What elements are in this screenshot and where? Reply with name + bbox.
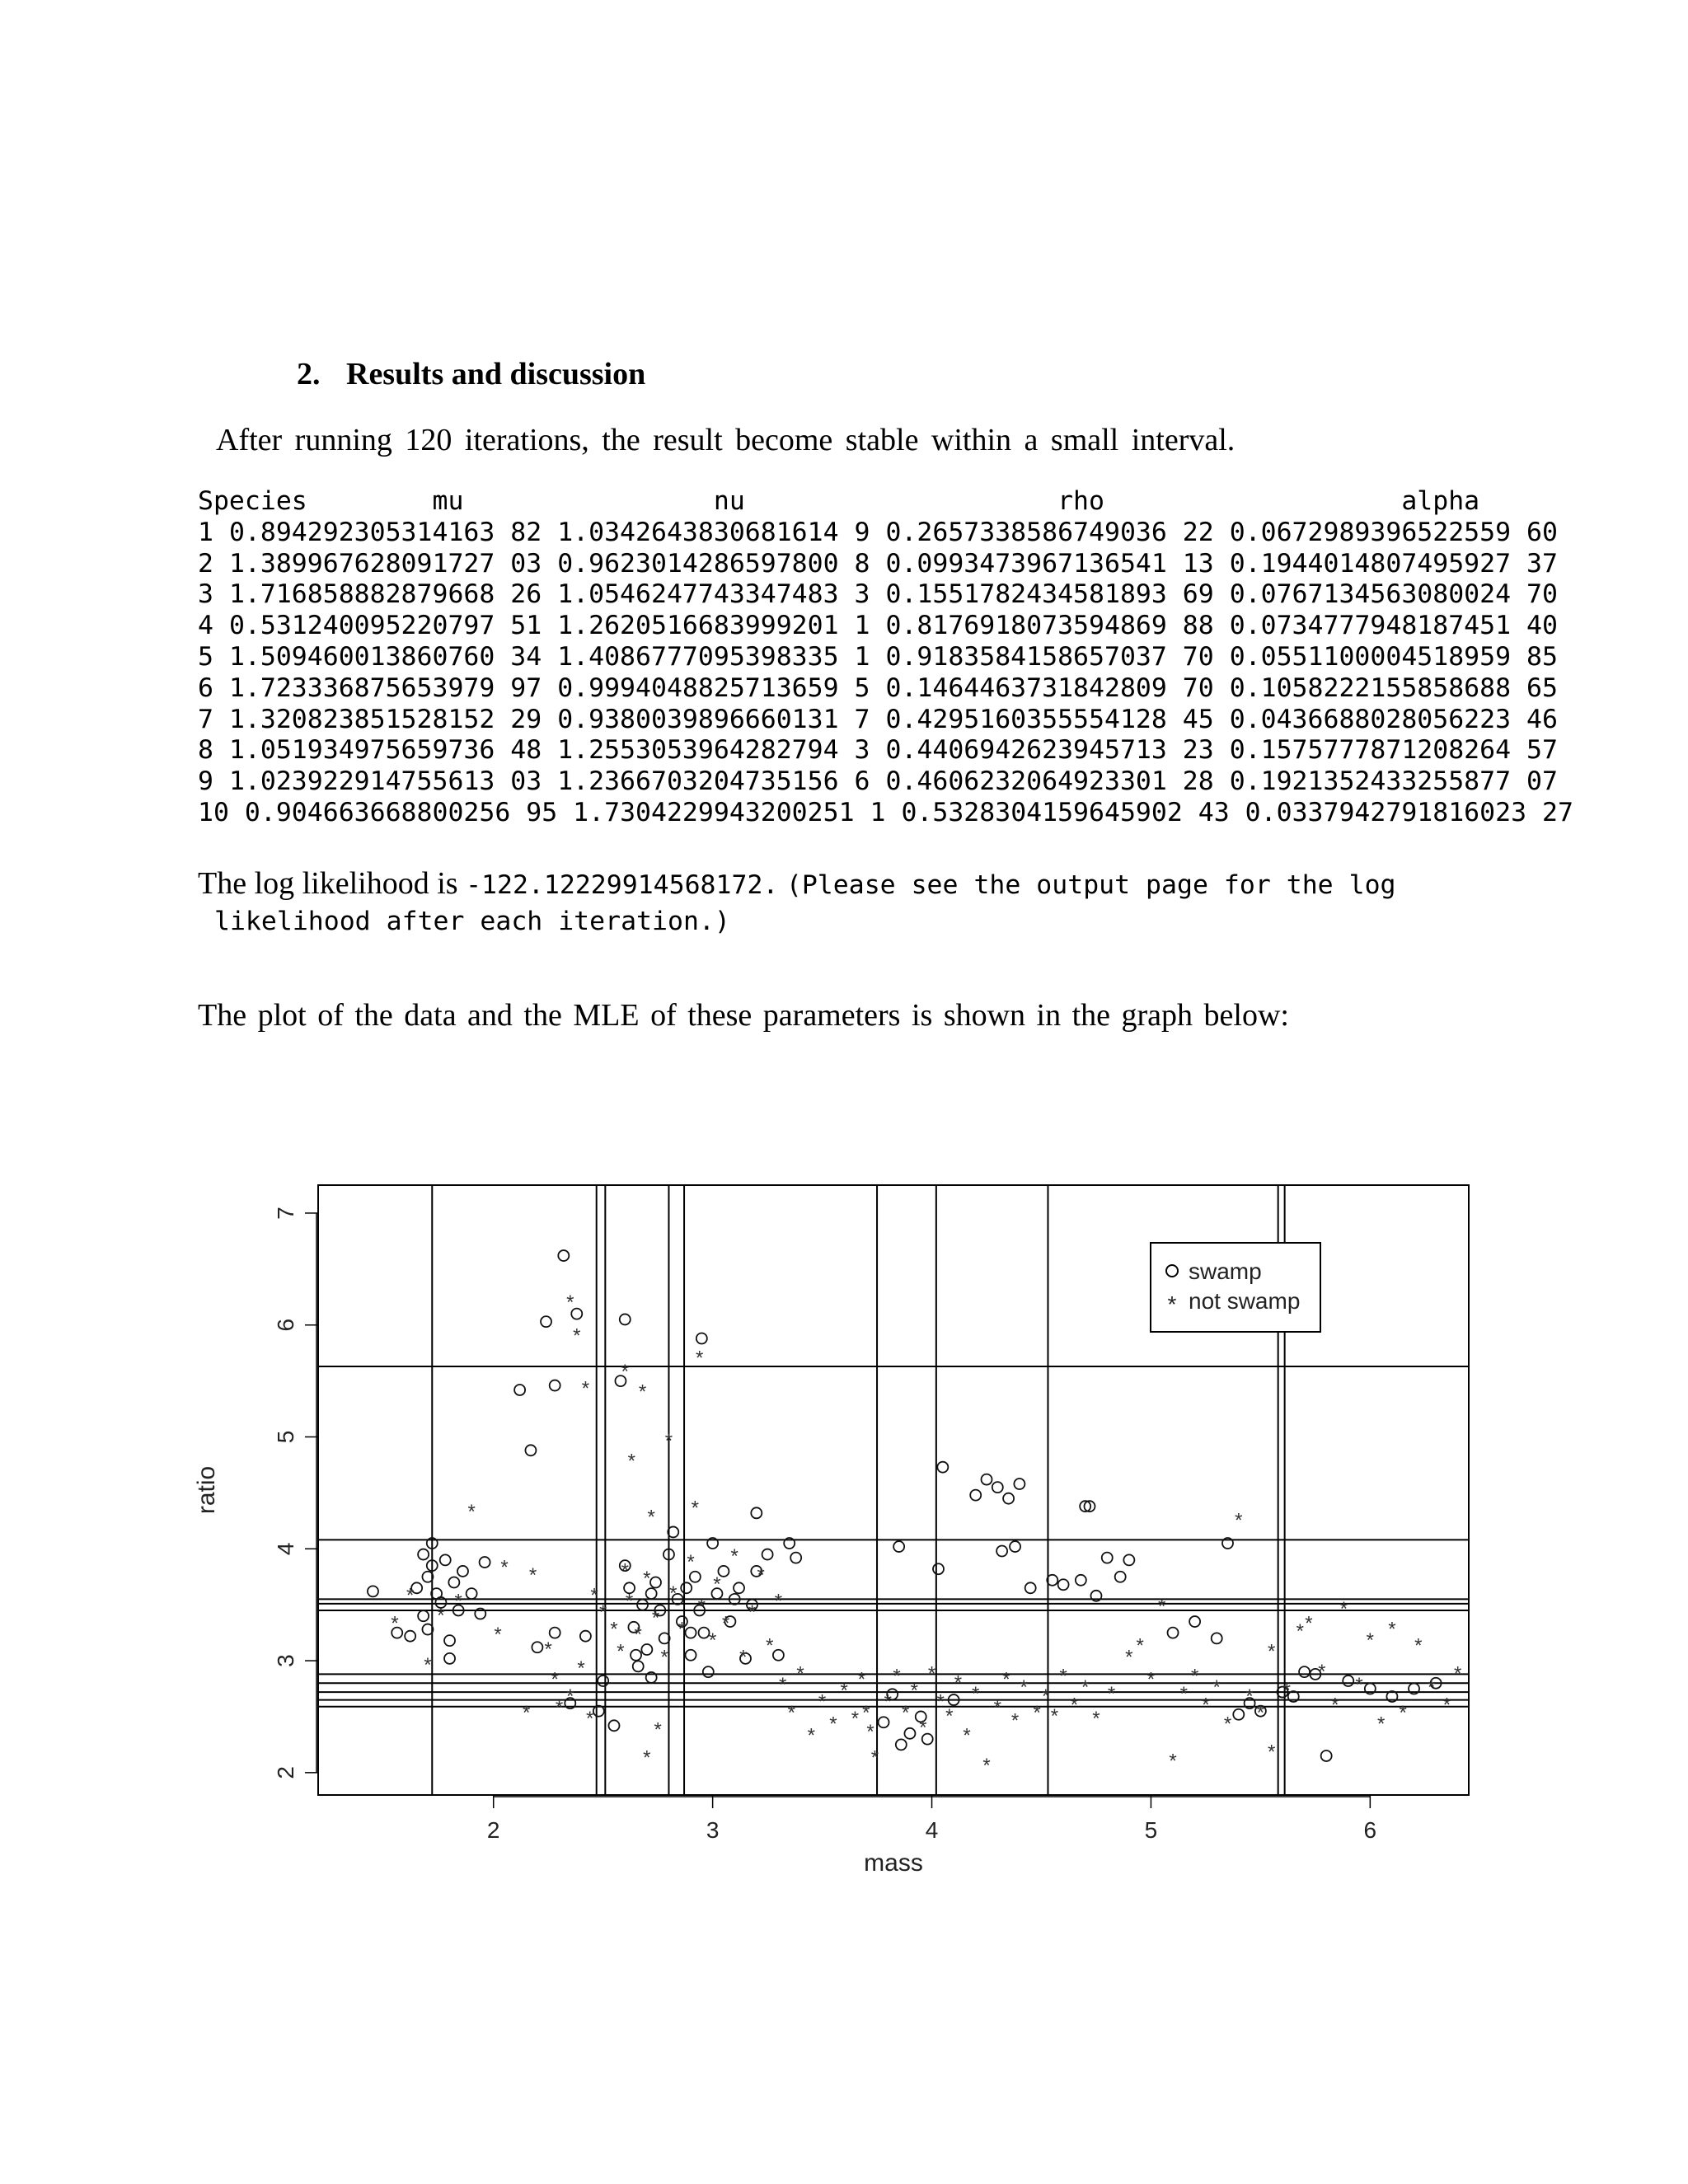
legend-not-swamp-label: not swamp [1189, 1288, 1301, 1314]
swamp-point [650, 1577, 661, 1588]
not-swamp-point: * [1202, 1694, 1210, 1717]
table-cell: 0.5328304159645902 43 [901, 797, 1230, 827]
table-cell: 6 [198, 673, 213, 703]
swamp-point [608, 1720, 619, 1731]
swamp-point [631, 1650, 641, 1661]
not-swamp-point: * [1146, 1668, 1156, 1691]
table-header [198, 486, 1479, 516]
swamp-point [696, 1333, 707, 1344]
table-cell: 1.509460013860760 34 [228, 641, 542, 672]
swamp-point [457, 1566, 468, 1577]
swamp-point [1233, 1709, 1244, 1720]
table-header-cell: rho [1057, 486, 1104, 516]
not-swamp-point: * [1070, 1694, 1079, 1717]
not-swamp-point: * [757, 1564, 765, 1587]
swamp-point [1299, 1666, 1310, 1677]
not-swamp-point: * [1010, 1709, 1020, 1732]
y-tick-label: 6 [273, 1318, 298, 1332]
swamp-point [1076, 1575, 1086, 1586]
table-cell: 0.4406942623945713 23 [885, 735, 1214, 766]
not-swamp-point: * [1158, 1596, 1166, 1619]
table-cell: 0.8176918073594869 88 [885, 611, 1214, 641]
table-row [198, 549, 1558, 579]
not-swamp-point: * [1235, 1509, 1243, 1532]
swamp-point [933, 1563, 944, 1574]
not-swamp-point: * [1020, 1675, 1028, 1699]
swamp-point [992, 1482, 1003, 1493]
table-cell: 0.1464463731842809 70 [885, 673, 1214, 703]
not-swamp-point: * [1245, 1685, 1254, 1708]
not-swamp-point: * [1339, 1597, 1348, 1620]
not-swamp-point: * [599, 1601, 607, 1624]
not-swamp-point: * [1388, 1618, 1396, 1641]
not-swamp-point: * [1268, 1741, 1276, 1764]
table-row [198, 735, 1558, 765]
not-swamp-point: * [919, 1716, 927, 1739]
not-swamp-point: * [610, 1618, 618, 1641]
table-cell: 0.9623014286597800 8 [557, 548, 870, 579]
not-swamp-point: * [625, 1590, 634, 1613]
not-swamp-point: * [391, 1612, 399, 1635]
log-likelihood-lead: The log likelihood is [198, 866, 458, 901]
table-cell: 4 [198, 611, 213, 641]
table-header-cell: nu [713, 486, 745, 516]
not-swamp-point: * [1256, 1702, 1265, 1725]
swamp-point [525, 1445, 536, 1455]
not-swamp-point: * [1296, 1620, 1304, 1643]
not-swamp-point: * [739, 1646, 748, 1669]
not-swamp-point: * [555, 1696, 564, 1719]
swamp-point [480, 1557, 490, 1568]
not-swamp-point: * [643, 1568, 651, 1591]
not-swamp-point: * [424, 1653, 432, 1676]
swamp-point [633, 1661, 644, 1671]
swamp-point [550, 1380, 560, 1391]
not-swamp-point: * [1223, 1713, 1232, 1736]
table-cell: 0.904663668800256 95 [244, 797, 558, 827]
swamp-point [641, 1644, 652, 1655]
not-swamp-point: * [1169, 1750, 1177, 1773]
table-cell: 0.0436688028056223 46 [1229, 704, 1558, 734]
swamp-point [448, 1577, 459, 1588]
not-swamp-point: * [851, 1707, 860, 1730]
swamp-point [1003, 1493, 1014, 1504]
table-cell: 0.9183584158657037 70 [885, 641, 1214, 672]
swamp-point [1343, 1675, 1353, 1686]
table-cell: 0.1921352433255877 07 [1229, 766, 1558, 797]
swamp-point [686, 1628, 696, 1638]
table-cell: 0.1575777871208264 57 [1229, 735, 1558, 766]
not-swamp-point: * [1002, 1668, 1010, 1691]
swamp-point [444, 1635, 455, 1646]
not-swamp-point: * [590, 1584, 598, 1607]
swamp-point [1115, 1572, 1126, 1582]
table-cell: 3 [198, 579, 213, 610]
not-swamp-point: * [748, 1601, 757, 1624]
not-swamp-point: * [654, 1718, 662, 1741]
table-row [198, 518, 1558, 547]
not-swamp-point: * [687, 1550, 695, 1573]
table-cell: 0.0993473967136541 13 [885, 548, 1214, 579]
not-swamp-point: * [1428, 1675, 1436, 1699]
not-swamp-point: * [660, 1646, 668, 1669]
table-header-cell: Species [198, 486, 307, 516]
x-tick-label: 6 [1363, 1817, 1377, 1843]
table-row [198, 611, 1558, 640]
table-cell: 0.4295160355554128 45 [885, 704, 1214, 734]
swamp-point [1102, 1553, 1113, 1563]
table-cell: 0.0337942791816023 27 [1245, 797, 1573, 827]
swamp-point [790, 1553, 801, 1563]
not-swamp-point: * [1212, 1675, 1221, 1699]
not-swamp-point: * [1050, 1705, 1059, 1728]
x-tick-label: 3 [706, 1817, 720, 1843]
table-cell: 0.2657338586749036 22 [885, 517, 1214, 547]
swamp-point [580, 1631, 591, 1642]
log-likelihood-note-cont: likelihood after each iteration.) [214, 907, 730, 936]
not-swamp-point: * [779, 1674, 787, 1697]
table-cell: 9 [198, 766, 213, 797]
swamp-point [558, 1250, 569, 1261]
swamp-point [418, 1549, 429, 1560]
section-title: Results and discussion [346, 357, 646, 391]
not-swamp-point: * [617, 1640, 625, 1663]
swamp-point [550, 1628, 560, 1638]
plot-intro: The plot of the data and the MLE of these parameters is shown in the graph below: [198, 998, 1289, 1033]
section-heading [297, 356, 645, 392]
swamp-point [1189, 1616, 1200, 1627]
swamp-point [773, 1650, 784, 1661]
x-tick-label: 2 [486, 1817, 500, 1843]
table-cell: 1.051934975659736 48 [228, 735, 542, 766]
log-likelihood-value: -122.12229914568172. [466, 870, 779, 900]
swamp-point [1123, 1554, 1134, 1565]
not-swamp-point: * [528, 1564, 537, 1587]
swamp-point [698, 1628, 709, 1638]
not-swamp-point: * [1454, 1662, 1462, 1685]
not-swamp-point: * [566, 1685, 574, 1708]
swamp-point [904, 1728, 915, 1739]
swamp-point [532, 1642, 542, 1652]
swamp-point [1168, 1628, 1179, 1638]
not-swamp-point: * [774, 1590, 783, 1613]
not-swamp-point: * [829, 1713, 837, 1736]
table-row [198, 798, 1573, 827]
not-swamp-point: * [697, 1596, 706, 1619]
table-cell: 1.2620516683999201 1 [557, 611, 870, 641]
not-swamp-point: * [551, 1668, 559, 1691]
swamp-point [896, 1739, 907, 1750]
results-table [198, 486, 1573, 829]
not-swamp-point: * [1282, 1680, 1291, 1703]
swamp-point [970, 1490, 981, 1501]
not-swamp-point: * [857, 1668, 866, 1691]
swamp-point [514, 1385, 525, 1395]
not-swamp-point: * [901, 1702, 910, 1725]
not-swamp-point: * [581, 1377, 590, 1400]
not-swamp-point: * [936, 1690, 945, 1713]
not-swamp-point: * [647, 1506, 655, 1529]
table-cell: 1.389967628091727 03 [228, 548, 542, 579]
not-swamp-point: * [1268, 1640, 1276, 1663]
table-cell: 1.2553053964282794 3 [557, 735, 870, 766]
not-swamp-point: * [627, 1450, 635, 1473]
not-swamp-point: * [1092, 1707, 1100, 1730]
x-tick-label: 4 [925, 1817, 939, 1843]
swamp-point [982, 1474, 992, 1485]
not-swamp-point: * [1399, 1702, 1407, 1725]
swamp-point [1212, 1633, 1222, 1643]
legend [1151, 1243, 1320, 1332]
scatter-plot [165, 1146, 1500, 1920]
table-cell: 1.320823851528152 29 [228, 704, 542, 734]
intro-paragraph: After running 120 iterations, the result become stable within a small interval. [216, 423, 1236, 457]
y-axis-label: ratio [193, 1465, 220, 1515]
not-swamp-point: * [927, 1662, 936, 1685]
not-swamp-point: * [1376, 1713, 1386, 1736]
not-swamp-point: * [1042, 1685, 1050, 1708]
section-number: 2. [297, 357, 321, 391]
table-cell: 2 [198, 548, 213, 579]
not-swamp-point: * [1366, 1629, 1375, 1652]
not-swamp-point: * [787, 1702, 796, 1725]
not-swamp-point: * [522, 1702, 531, 1725]
not-swamp-point: * [1179, 1683, 1188, 1706]
not-swamp-point: * [691, 1497, 700, 1520]
swamp-point [1321, 1750, 1332, 1761]
not-swamp-point: * [669, 1582, 678, 1605]
table-cell: 0.0551100004518959 85 [1229, 641, 1558, 672]
table-cell: 0.1551782434581893 69 [885, 579, 1214, 610]
not-swamp-point: * [708, 1629, 717, 1652]
table-cell: 1.0546247743347483 3 [557, 579, 870, 610]
swamp-point [598, 1675, 608, 1686]
swamp-point [405, 1631, 415, 1642]
not-swamp-point: * [621, 1361, 629, 1384]
not-swamp-point: * [1355, 1674, 1363, 1697]
not-swamp-point: * [730, 1545, 738, 1568]
table-cell: 0.4606232064923301 28 [885, 766, 1214, 797]
not-swamp-point: * [1125, 1646, 1133, 1669]
not-swamp-point: * [807, 1724, 815, 1747]
not-swamp-point: * [910, 1680, 918, 1703]
swamp-point [1014, 1479, 1025, 1489]
not-swamp-point: * [796, 1662, 804, 1685]
swamp-point [368, 1586, 378, 1596]
not-swamp-point: * [954, 1671, 963, 1694]
not-swamp-point: * [884, 1690, 893, 1713]
not-swamp-point: * [982, 1754, 991, 1777]
table-row [198, 705, 1558, 734]
table-cell: 0.1944014807495927 37 [1229, 548, 1558, 579]
legend-box [1151, 1243, 1320, 1332]
table-cell: 0.9380039896660131 7 [557, 704, 870, 734]
not-swamp-point: * [840, 1680, 848, 1703]
not-swamp-point: * [621, 1559, 629, 1582]
swamp-point [1025, 1582, 1036, 1593]
log-likelihood-note: (Please see the output page for the log [785, 870, 1396, 900]
not-swamp-point: * [1190, 1665, 1199, 1688]
not-swamp-point: * [713, 1573, 721, 1596]
table-cell: 7 [198, 704, 213, 734]
log-likelihood-paragraph [198, 865, 1396, 940]
swamp-point [541, 1316, 551, 1327]
table-cell: 10 [198, 797, 229, 827]
swamp-point [681, 1582, 692, 1593]
table-cell: 0.1058222155858688 65 [1229, 673, 1558, 703]
not-swamp-point: * [467, 1500, 476, 1523]
not-swamp-point: * [766, 1634, 774, 1657]
y-tick-label: 4 [273, 1542, 298, 1556]
not-swamp-point: * [664, 1430, 673, 1453]
table-row [198, 642, 1558, 672]
not-swamp-point: * [972, 1683, 980, 1706]
swamp-point [762, 1549, 773, 1560]
not-swamp-point: * [1318, 1660, 1326, 1683]
table-cell: 8 [198, 735, 213, 766]
legend-not-swamp-marker: * [1167, 1291, 1177, 1317]
not-swamp-point: * [454, 1590, 462, 1613]
table-cell: 0.0734777948187451 40 [1229, 611, 1558, 641]
not-swamp-point: * [586, 1707, 594, 1730]
not-swamp-point: * [1059, 1665, 1067, 1688]
table-cell: 5 [198, 641, 213, 672]
not-swamp-point: * [500, 1556, 509, 1579]
not-swamp-point: * [494, 1624, 502, 1647]
swamp-point [751, 1507, 762, 1518]
swamp-point [440, 1554, 451, 1565]
table-cell: 0.531240095220797 51 [228, 611, 542, 641]
table-cell: 1.4086777095398335 1 [557, 641, 870, 672]
table-cell: 1.716858882879668 26 [228, 579, 542, 610]
table-cell: 1.0342643830681614 9 [557, 517, 870, 547]
not-swamp-point: * [577, 1657, 585, 1680]
swamp-point [637, 1600, 648, 1610]
table-row [198, 579, 1558, 609]
table-row [198, 766, 1558, 796]
x-tick-label: 5 [1144, 1817, 1158, 1843]
legend-swamp-label: swamp [1189, 1258, 1262, 1284]
table-cell: 1.7304229943200251 1 [573, 797, 886, 827]
y-tick-label: 5 [273, 1430, 298, 1444]
not-swamp-point: * [651, 1606, 660, 1629]
y-tick-label: 2 [273, 1766, 298, 1779]
not-swamp-point: * [721, 1612, 730, 1635]
swamp-point [1010, 1541, 1020, 1552]
table-cell: 0.894292305314163 82 [228, 517, 542, 547]
not-swamp-point: * [1442, 1694, 1451, 1717]
table-header-cell: mu [369, 486, 464, 516]
not-swamp-point: * [1033, 1702, 1041, 1725]
swamp-point [879, 1717, 889, 1727]
y-tick-label: 3 [273, 1654, 298, 1667]
not-swamp-point: * [437, 1605, 445, 1628]
not-swamp-point: * [1331, 1694, 1339, 1717]
swamp-point [620, 1314, 631, 1324]
not-swamp-point: * [1136, 1634, 1144, 1657]
swamp-point [444, 1653, 455, 1664]
not-swamp-point: * [963, 1724, 971, 1747]
not-swamp-point: * [638, 1380, 647, 1404]
swamp-point [996, 1546, 1007, 1557]
table-cell: 1.723336875653979 97 [228, 673, 542, 703]
swamp-point [686, 1650, 696, 1661]
swamp-point [467, 1588, 477, 1599]
not-swamp-point: * [1414, 1634, 1423, 1657]
not-swamp-point: * [643, 1746, 651, 1769]
not-swamp-point: * [634, 1624, 642, 1647]
not-swamp-point: * [1305, 1612, 1313, 1635]
not-swamp-point: * [566, 1291, 574, 1314]
not-swamp-point: * [870, 1746, 879, 1769]
table-cell: 0.9994048825713659 5 [557, 673, 870, 703]
not-swamp-point: * [696, 1347, 704, 1370]
swamp-point [1058, 1579, 1069, 1590]
table-cell: 0.0767134563080024 70 [1229, 579, 1558, 610]
table-cell: 0.0672989396522559 60 [1229, 517, 1558, 547]
not-swamp-point: * [1081, 1675, 1090, 1699]
swamp-point [703, 1666, 714, 1677]
not-swamp-point: * [406, 1584, 415, 1607]
x-axis-label: mass [864, 1849, 923, 1877]
not-swamp-point: * [866, 1721, 874, 1744]
not-swamp-point: * [993, 1696, 1001, 1719]
not-swamp-point: * [945, 1705, 954, 1728]
swamp-point [937, 1462, 948, 1473]
not-swamp-point: * [678, 1618, 687, 1641]
table-cell: 1.023922914755613 03 [228, 766, 542, 797]
not-swamp-point: * [544, 1638, 552, 1661]
not-swamp-point: * [818, 1690, 827, 1713]
table-header-cell: alpha [1401, 486, 1480, 516]
table-cell: 1 [198, 517, 213, 547]
not-swamp-point: * [573, 1324, 581, 1347]
not-swamp-point: * [1107, 1683, 1116, 1706]
swamp-point [893, 1541, 904, 1552]
table-cell: 1.2366703204735156 6 [557, 766, 870, 797]
table-row [198, 673, 1558, 703]
swamp-point [418, 1610, 429, 1621]
not-swamp-point: * [893, 1665, 901, 1688]
not-swamp-point: * [862, 1702, 870, 1725]
swamp-point [734, 1582, 744, 1593]
y-tick-label: 7 [273, 1207, 298, 1220]
